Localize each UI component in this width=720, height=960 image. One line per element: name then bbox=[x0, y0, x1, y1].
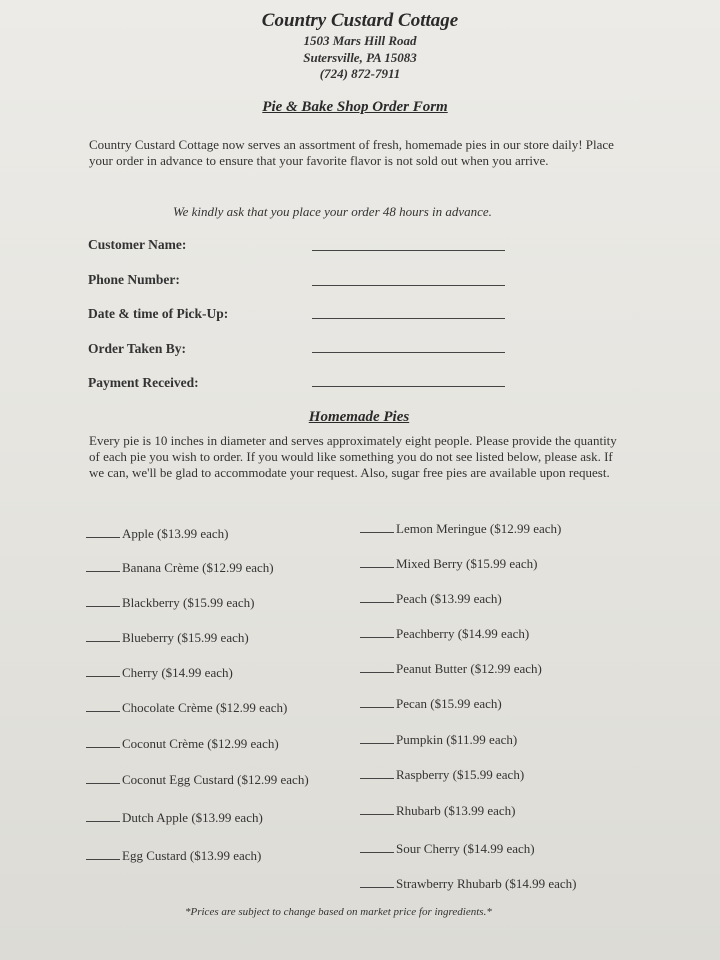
pie-item-pumpkin[interactable]: Pumpkin ($11.99 each) bbox=[360, 732, 517, 748]
pie-item-rhubarb[interactable]: Rhubarb ($13.99 each) bbox=[360, 803, 516, 819]
pie-item-blackberry[interactable]: Blackberry ($15.99 each) bbox=[86, 595, 254, 611]
pie-item-peanut-butter[interactable]: Peanut Butter ($12.99 each) bbox=[360, 661, 542, 677]
quantity-blank[interactable] bbox=[86, 537, 120, 538]
intro-paragraph: Country Custard Cottage now serves an assortment of fresh, homemade pies in our store daily! Place your order in advance to ensure that your favorite flavor is not sold out when you arrive. bbox=[89, 137, 614, 168]
pie-item-egg-custard[interactable]: Egg Custard ($13.99 each) bbox=[86, 848, 261, 864]
payment-received-field[interactable] bbox=[312, 386, 505, 387]
quantity-blank[interactable] bbox=[360, 532, 394, 533]
quantity-blank[interactable] bbox=[360, 814, 394, 815]
street-address: 1503 Mars Hill Road bbox=[303, 33, 417, 48]
pie-item-strawberry-rhubarb[interactable]: Strawberry Rhubarb ($14.99 each) bbox=[360, 876, 577, 892]
pie-item-sour-cherry[interactable]: Sour Cherry ($14.99 each) bbox=[360, 841, 535, 857]
quantity-blank[interactable] bbox=[86, 821, 120, 822]
pie-item-blueberry[interactable]: Blueberry ($15.99 each) bbox=[86, 630, 249, 646]
payment-received-label: Payment Received: bbox=[88, 375, 199, 390]
pie-item-lemon-meringue[interactable]: Lemon Meringue ($12.99 each) bbox=[360, 521, 561, 537]
quantity-blank[interactable] bbox=[86, 676, 120, 677]
pie-item-dutch-apple[interactable]: Dutch Apple ($13.99 each) bbox=[86, 810, 263, 826]
homemade-pies-title: Homemade Pies bbox=[308, 409, 410, 425]
phone-number: (724) 872-7911 bbox=[319, 66, 401, 81]
quantity-blank[interactable] bbox=[360, 567, 394, 568]
quantity-blank[interactable] bbox=[360, 637, 394, 638]
quantity-blank[interactable] bbox=[360, 778, 394, 779]
pickup-datetime-label: Date & time of Pick-Up: bbox=[88, 306, 229, 321]
price-footnote: *Prices are subject to change based on market price for ingredients.* bbox=[185, 906, 492, 918]
city-state-zip: Sutersville, PA 15083 bbox=[303, 50, 417, 65]
phone-number-field[interactable] bbox=[312, 285, 505, 286]
pie-item-raspberry[interactable]: Raspberry ($15.99 each) bbox=[360, 767, 524, 783]
quantity-blank[interactable] bbox=[360, 743, 394, 744]
quantity-blank[interactable] bbox=[86, 783, 120, 784]
order-taken-by-label: Order Taken By: bbox=[88, 341, 187, 356]
advance-notice: We kindly ask that you place your order 48 hours in advance. bbox=[173, 204, 492, 219]
quantity-blank[interactable] bbox=[360, 707, 394, 708]
quantity-blank[interactable] bbox=[86, 606, 120, 607]
pie-item-peach[interactable]: Peach ($13.99 each) bbox=[360, 591, 502, 607]
quantity-blank[interactable] bbox=[86, 711, 120, 712]
quantity-blank[interactable] bbox=[360, 887, 394, 888]
pie-item-chocolate-creme[interactable]: Chocolate Crème ($12.99 each) bbox=[86, 700, 287, 716]
order-taken-by-field[interactable] bbox=[312, 352, 505, 353]
pie-item-pecan[interactable]: Pecan ($15.99 each) bbox=[360, 696, 502, 712]
quantity-blank[interactable] bbox=[360, 672, 394, 673]
business-name: Country Custard Cottage bbox=[261, 10, 459, 31]
pie-item-mixed-berry[interactable]: Mixed Berry ($15.99 each) bbox=[360, 556, 538, 572]
pie-item-cherry[interactable]: Cherry ($14.99 each) bbox=[86, 665, 233, 681]
quantity-blank[interactable] bbox=[86, 571, 120, 572]
quantity-blank[interactable] bbox=[86, 859, 120, 860]
quantity-blank[interactable] bbox=[360, 852, 394, 853]
pickup-datetime-field[interactable] bbox=[312, 318, 505, 319]
quantity-blank[interactable] bbox=[86, 747, 120, 748]
customer-name-label: Customer Name: bbox=[88, 237, 187, 252]
customer-name-field[interactable] bbox=[312, 250, 505, 251]
form-title: Pie & Bake Shop Order Form bbox=[262, 99, 448, 115]
quantity-blank[interactable] bbox=[360, 602, 394, 603]
phone-number-label: Phone Number: bbox=[88, 272, 180, 287]
pie-item-coconut-egg-custard[interactable]: Coconut Egg Custard ($12.99 each) bbox=[86, 772, 309, 788]
pie-item-coconut-creme[interactable]: Coconut Crème ($12.99 each) bbox=[86, 736, 279, 752]
pie-item-banana-creme[interactable]: Banana Crème ($12.99 each) bbox=[86, 560, 274, 576]
pies-description: Every pie is 10 inches in diameter and serves approximately eight people. Please provide the quantity of each pie you wish to order. If you would like something you do not see listed below, please ask. If we can, we'll be glad to accommodate your request. Also, sugar free pies are available upon request. bbox=[89, 433, 617, 480]
pie-item-apple[interactable]: Apple ($13.99 each) bbox=[86, 526, 229, 542]
pie-item-peachberry[interactable]: Peachberry ($14.99 each) bbox=[360, 626, 529, 642]
quantity-blank[interactable] bbox=[86, 641, 120, 642]
